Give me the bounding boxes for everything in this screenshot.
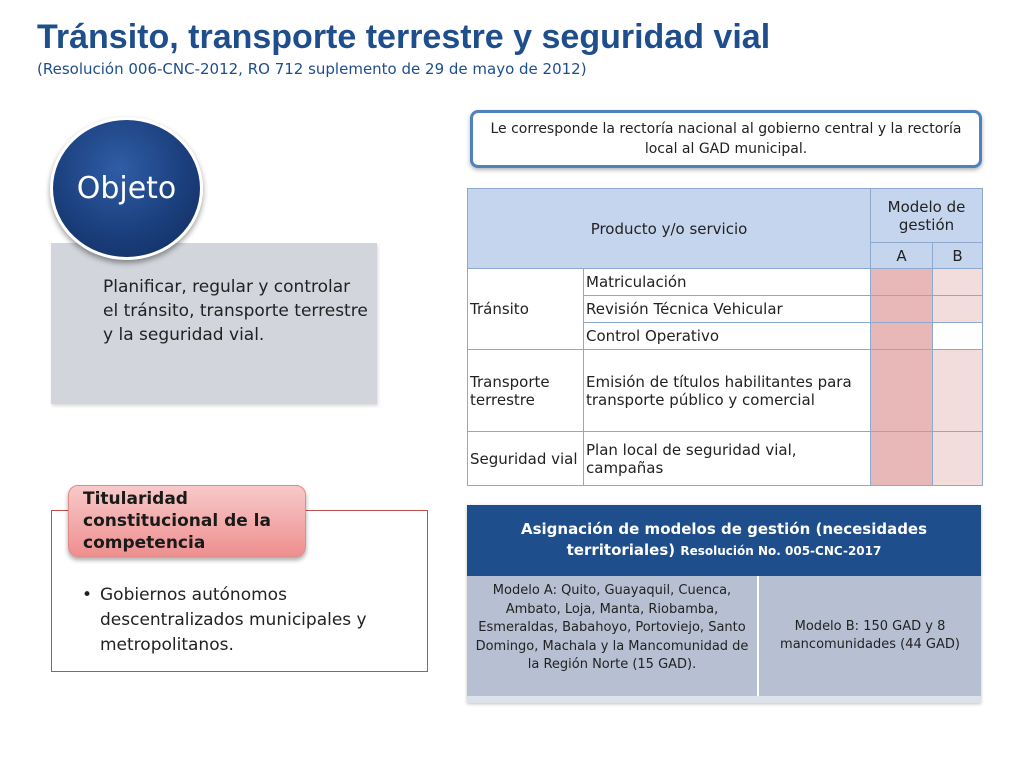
asignacion-table	[467, 505, 981, 703]
titularidad-label: Titularidad constitucional de la competencia	[68, 485, 306, 557]
modelo-b-text: Modelo B: 150 GAD y 8 mancomunidades (44 GAD)	[780, 618, 960, 652]
cell-model-a	[871, 296, 933, 323]
asignacion-resolution: Resolución No. 005-CNC-2017	[680, 544, 882, 558]
rectoria-text: Le corresponde la rectoría nacional al gobierno central y la rectoría local al GAD municipal.	[490, 121, 962, 157]
objeto-text: Planificar, regular y controlar el tránsito, transporte terrestre y la seguridad vial.	[103, 277, 368, 345]
cell-model-a	[871, 323, 933, 350]
item-revision-tecnica: Revisión Técnica Vehicular	[584, 296, 871, 323]
modelo-b-cell	[759, 576, 981, 696]
bullet-dot-icon: •	[82, 585, 93, 605]
asignacion-title: Asignación de modelos de gestión (necesidades territoriales)	[520, 520, 928, 559]
cell-model-a	[871, 432, 933, 486]
objeto-circle-label: Objeto	[76, 171, 177, 206]
group-seguridad: Seguridad vial	[468, 432, 584, 486]
group-transito: Tránsito	[468, 269, 584, 350]
modelo-a-cell: Modelo A: Quito, Guayaquil, Cuenca, Ambato, Loja, Manta, Riobamba, Esmeraldas, Babahoyo, Portoviejo, Santo Domingo, Machala y la Mancomunidad de la Región Norte (15 GAD).	[467, 576, 757, 696]
titularidad-bullet	[82, 583, 412, 658]
cell-model-b	[933, 269, 983, 296]
objeto-circle	[50, 117, 203, 260]
asignacion-header	[467, 505, 981, 576]
header-col-b: B	[933, 243, 983, 269]
page-title: Tránsito, transporte terrestre y seguridad vial	[37, 18, 771, 56]
cell-model-a	[871, 350, 933, 432]
page-subtitle: (Resolución 006-CNC-2012, RO 712 suplemento de 29 de mayo de 2012)	[37, 60, 587, 78]
cell-model-b	[933, 296, 983, 323]
item-plan-local: Plan local de seguridad vial, campañas	[584, 432, 871, 486]
item-control-operativo: Control Operativo	[584, 323, 871, 350]
header-product: Producto y/o servicio	[468, 189, 871, 269]
header-model: Modelo de gestión	[871, 189, 983, 243]
asignacion-footer-row	[467, 696, 981, 703]
gestion-table	[467, 188, 983, 486]
cell-model-a	[871, 269, 933, 296]
header-col-a: A	[871, 243, 933, 269]
cell-model-b	[933, 432, 983, 486]
rectoria-box	[470, 110, 982, 168]
group-transporte: Transporte terrestre	[468, 350, 584, 432]
titularidad-bullet-text: Gobiernos autónomos descentralizados municipales y metropolitanos.	[100, 585, 367, 655]
item-emision-titulos: Emisión de títulos habilitantes para transporte público y comercial	[584, 350, 871, 432]
cell-model-b-empty	[933, 323, 983, 350]
cell-model-b	[933, 350, 983, 432]
item-matriculacion: Matriculación	[584, 269, 871, 296]
